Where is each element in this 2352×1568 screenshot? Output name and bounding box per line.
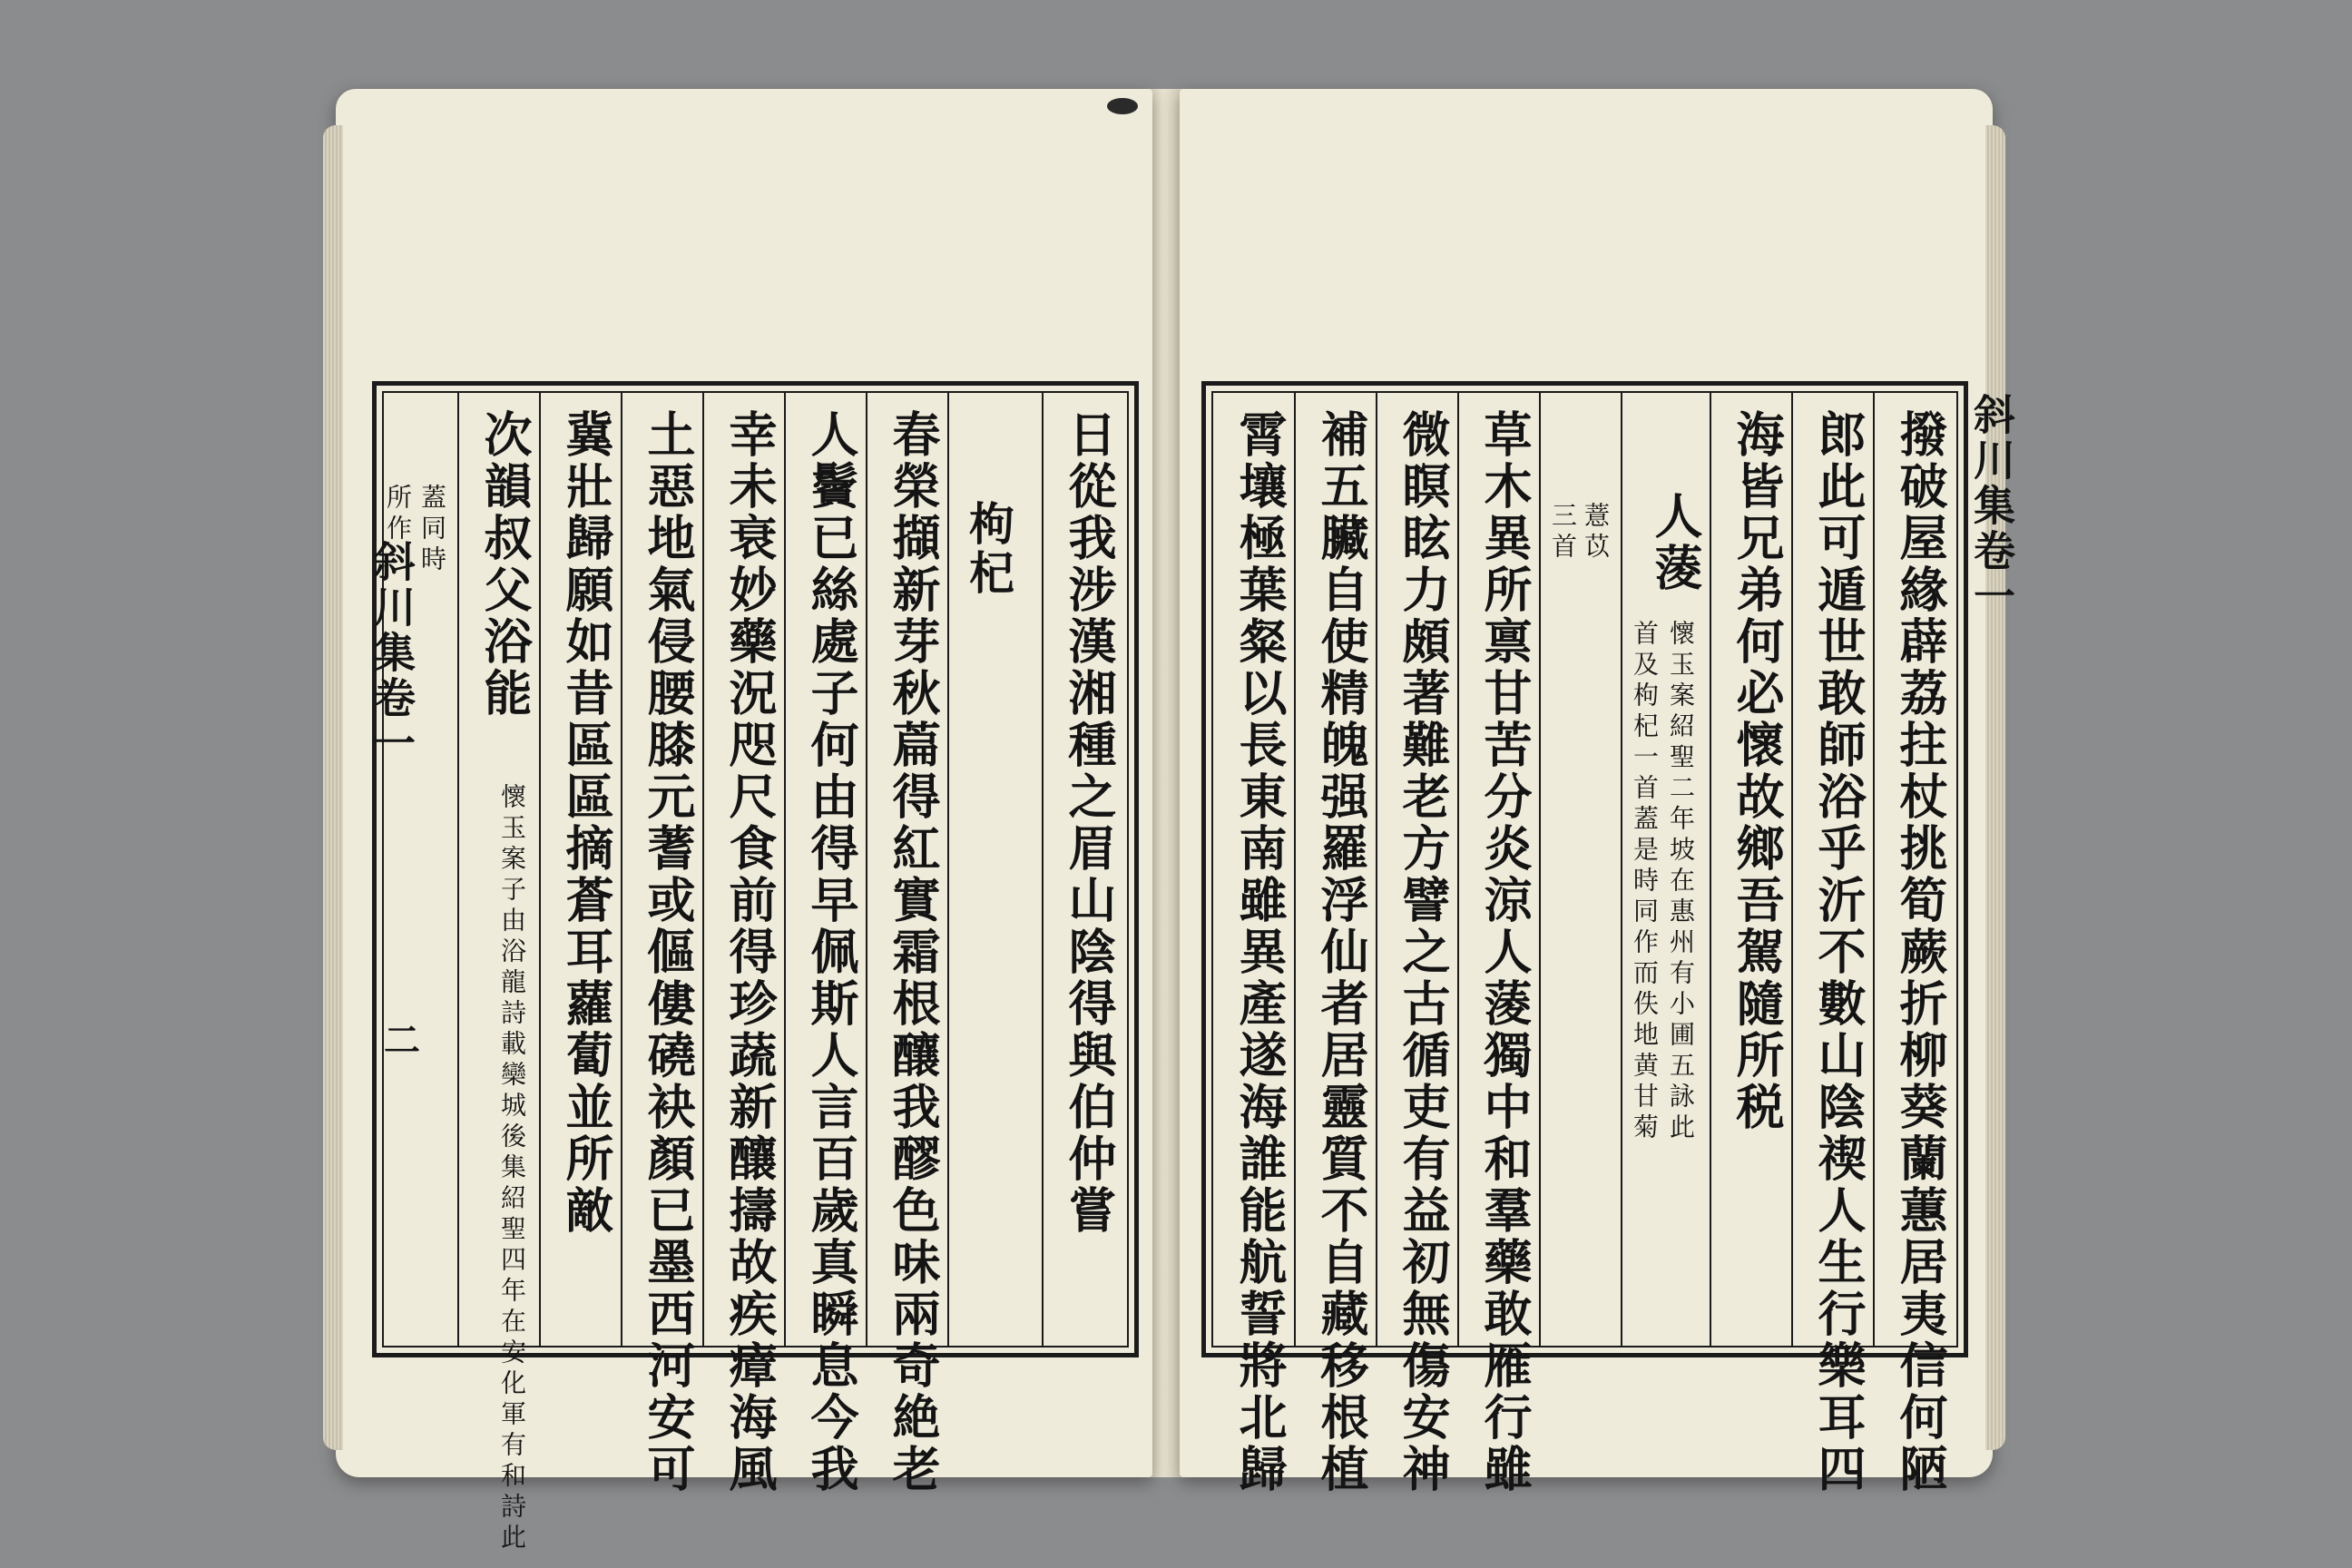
poem-title: 次韻叔父浴能 bbox=[476, 409, 533, 720]
column-rule bbox=[784, 393, 786, 1346]
text-column: 幸未衰妙藥況咫尺食前得珍蔬新釀擣故疾瘴海風 bbox=[721, 409, 778, 1495]
text-column: 霄壤極葉粲以長東南雖異產遂海誰能航誓將北歸 bbox=[1231, 409, 1288, 1495]
right-text-frame bbox=[1201, 381, 2016, 1495]
text-column: 郎此可遁世敢師浴乎沂不數山陰禊人生行樂耳四 bbox=[1810, 409, 1867, 1495]
column-rule bbox=[1457, 393, 1459, 1346]
poem-title: 人蔆 bbox=[1647, 491, 1703, 594]
annotation-column: 蓋同時 bbox=[417, 484, 447, 576]
column-rule bbox=[1621, 393, 1622, 1346]
poem-title: 枸杞 bbox=[962, 500, 1015, 598]
column-rule bbox=[539, 393, 541, 1346]
text-column: 春榮擷新芽秋萹得紅實霜根釀我醪色味兩奇絶老 bbox=[885, 409, 941, 1495]
left-inner-border bbox=[382, 391, 1129, 1554]
column-rule bbox=[1376, 393, 1377, 1346]
annotation-column: 懷玉案紹聖二年坡在惠州有小圃五詠此 bbox=[1666, 620, 1696, 1144]
ink-spot bbox=[1107, 98, 1138, 114]
annotation-column: 所作 bbox=[383, 484, 413, 545]
annotation-column: 三首 bbox=[1548, 502, 1578, 564]
text-column: 冀壯歸願如昔區區摘蒼耳蘿蔔並所敵 bbox=[558, 409, 614, 1237]
left-text-frame bbox=[368, 381, 1139, 1554]
page-number: 二 bbox=[384, 1019, 420, 1062]
text-column: 補五臟自使精魄强羅浮仙者居靈質不自藏移根植 bbox=[1313, 409, 1369, 1495]
column-rule bbox=[1539, 393, 1541, 1346]
column-rule bbox=[1042, 393, 1044, 1346]
left-page bbox=[336, 89, 1152, 1554]
text-column: 海皆兄弟何必懷故鄉吾駕隨所税 bbox=[1729, 409, 1785, 1133]
text-column: 草木異所禀甘苦分炎涼人蔆獨中和羣藥敢雁行雖 bbox=[1476, 409, 1533, 1495]
column-rule bbox=[866, 393, 867, 1346]
text-column: 土惡地氣侵腰膝元蓍或傴僂磽袂顏已墨西河安可 bbox=[640, 409, 696, 1495]
right-inner-border bbox=[1211, 391, 2016, 1495]
page-edge bbox=[323, 125, 343, 1450]
column-rule bbox=[1710, 393, 1711, 1346]
text-column: 人鬢已絲處子何由得早佩斯人言百歲真瞬息今我 bbox=[803, 409, 859, 1495]
column-rule bbox=[702, 393, 704, 1346]
column-rule bbox=[1294, 393, 1296, 1346]
open-book bbox=[336, 89, 2016, 1554]
annotation-column: 首及枸杞一首蓋是時同作而佚地黄甘菊 bbox=[1630, 620, 1660, 1144]
column-rule bbox=[947, 393, 949, 1346]
text-column: 撥破屋緣薜荔拄杖挑筍蕨折柳葵蘭蕙居夷信何陋 bbox=[1892, 409, 1948, 1495]
margin-label: 斜川集卷一 bbox=[1967, 393, 2016, 620]
column-rule bbox=[457, 393, 459, 1346]
text-column: 微瞑眩力頗著難老方譬之古循吏有益初無傷安神 bbox=[1395, 409, 1451, 1495]
column-rule bbox=[1873, 393, 1875, 1346]
text-column: 日從我涉漢湘種之眉山陰得與伯仲嘗 bbox=[1061, 409, 1117, 1237]
column-rule bbox=[1791, 393, 1793, 1346]
annotation-column: 懷玉案子由浴龍詩載欒城後集紹聖四年在安化軍有和詩此 bbox=[497, 783, 527, 1554]
right-page bbox=[1180, 89, 2016, 1495]
column-rule bbox=[621, 393, 622, 1346]
annotation-column: 薏苡 bbox=[1581, 502, 1611, 564]
margin-label: 斜川集卷一 bbox=[368, 540, 416, 767]
